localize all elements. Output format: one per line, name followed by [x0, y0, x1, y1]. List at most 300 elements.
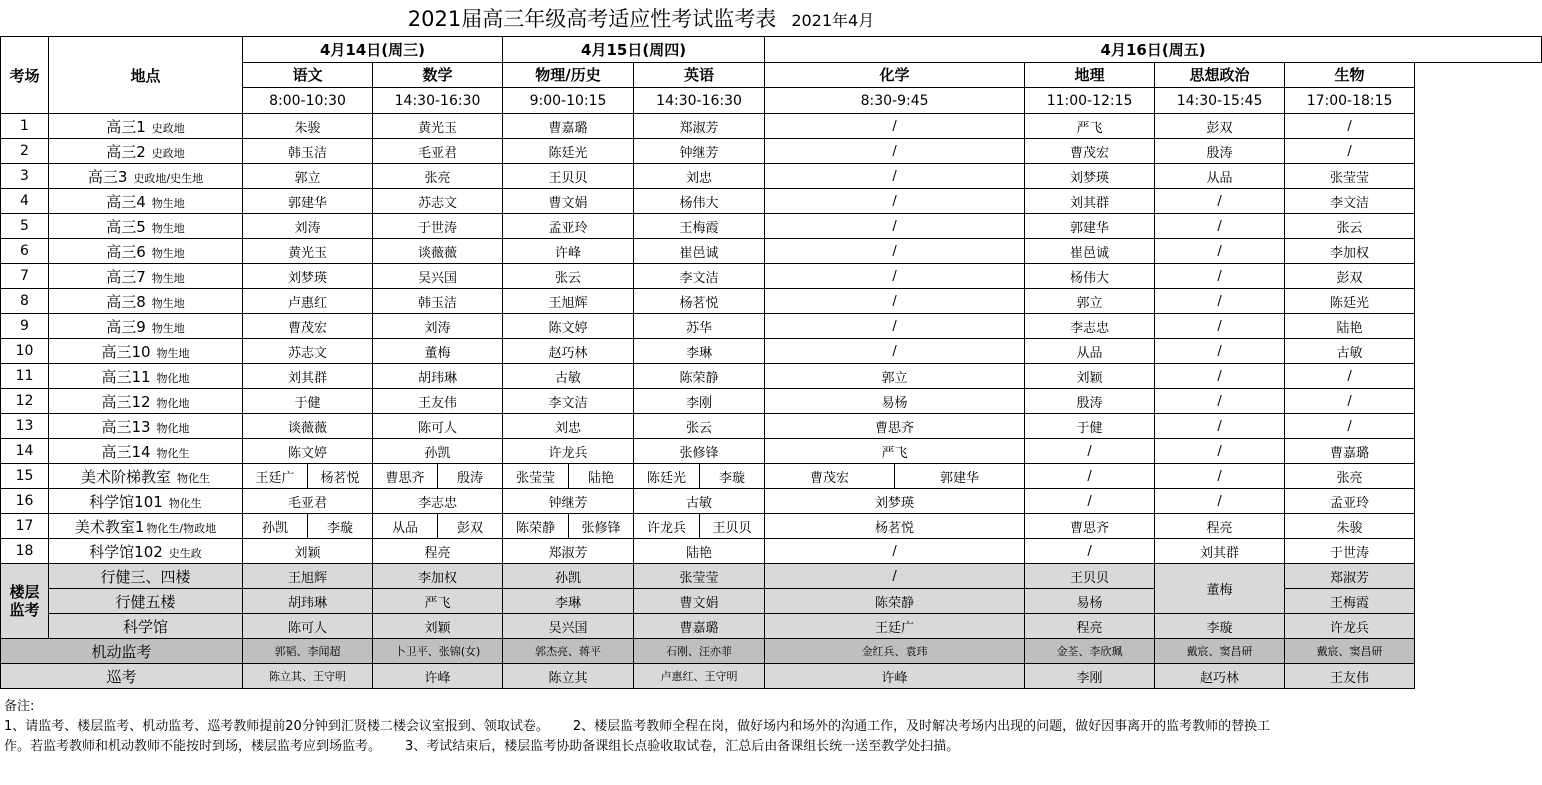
- proctor-cell: 王友伟: [373, 389, 503, 414]
- day-header-2: 4月15日(周四): [503, 37, 765, 63]
- proctor-cell: /: [1155, 439, 1285, 464]
- proctor-cell: 张云: [634, 414, 765, 439]
- proctor-cell: /: [765, 289, 1025, 314]
- room-location: [49, 539, 243, 564]
- time-header: 17:00-18:15: [1285, 88, 1415, 114]
- note-3: 3、考试结束后，楼层监考协助备课组长点验收取试卷，汇总后由备课组长统一送至教学处扫描。: [405, 739, 960, 754]
- location-tag: 物化生/物政地: [146, 521, 217, 535]
- room-location: [49, 389, 243, 414]
- subject-header: 化学: [765, 62, 1025, 88]
- proctor-cell: 刘其群: [1025, 189, 1155, 214]
- proctor-cell: 曹茂宏: [243, 314, 373, 339]
- room-number: 15: [1, 464, 49, 489]
- proctor-cell: 杨茗悦: [765, 514, 1025, 539]
- location-name: 高三3: [87, 167, 128, 186]
- day-header-1: 4月14日(周三): [243, 37, 503, 63]
- proctor-cell: 李琳: [634, 339, 765, 364]
- proctor-cell: 李璇: [1155, 614, 1285, 639]
- subject-header: 思想政治: [1155, 62, 1285, 88]
- patrol-row: [1, 664, 1542, 689]
- proctor-cell: 郭立: [243, 164, 373, 189]
- room-row: [1, 264, 1542, 289]
- proctor-cell: /: [1155, 364, 1285, 389]
- room-number: 13: [1, 414, 49, 439]
- proctor-cell: /: [1025, 439, 1155, 464]
- room-location: [49, 139, 243, 164]
- location-tag: 物化地: [156, 396, 190, 410]
- proctor-cell: 彭双: [438, 514, 503, 539]
- proctor-cell: /: [765, 564, 1025, 589]
- subject-header: 生物: [1285, 62, 1415, 88]
- room-location: [49, 239, 243, 264]
- proctor-cell: 戴宸、窦昌研: [1285, 639, 1415, 664]
- proctor-cell: 毛亚君: [373, 139, 503, 164]
- proctor-cell: 郭建华: [895, 464, 1025, 489]
- proctor-cell: 古敏: [1285, 339, 1415, 364]
- location-name: 美术阶梯教室: [80, 467, 171, 486]
- proctor-cell: 许峰: [503, 239, 634, 264]
- schedule-table: [0, 36, 1542, 689]
- mobile-label: 机动监考: [1, 639, 243, 664]
- room-row: [1, 364, 1542, 389]
- proctor-cell: 刘颖: [243, 539, 373, 564]
- proctor-cell: 李刚: [1025, 664, 1155, 689]
- room-number: 11: [1, 364, 49, 389]
- room-row-16: [1, 489, 1542, 514]
- subject-header: 数学: [373, 62, 503, 88]
- proctor-cell: 李文洁: [634, 264, 765, 289]
- proctor-cell: 陈文婷: [503, 314, 634, 339]
- proctor-cell: 曹文娟: [634, 589, 765, 614]
- proctor-cell: /: [765, 264, 1025, 289]
- proctor-cell: /: [765, 314, 1025, 339]
- room-row: [1, 139, 1542, 164]
- proctor-cell: /: [1155, 489, 1285, 514]
- location-name: 科学馆101: [89, 492, 163, 511]
- proctor-cell: 彭双: [1155, 114, 1285, 139]
- proctor-cell: 戴宸、窦昌研: [1155, 639, 1285, 664]
- time-header: 8:00-10:30: [243, 88, 373, 114]
- proctor-cell: 李璇: [308, 514, 373, 539]
- subject-header: 地理: [1025, 62, 1155, 88]
- proctor-cell: 李志忠: [373, 489, 503, 514]
- proctor-cell: 李琳: [503, 589, 634, 614]
- proctor-cell: 陈廷光: [503, 139, 634, 164]
- room-number: 5: [1, 214, 49, 239]
- room-row: [1, 314, 1542, 339]
- room-number: 16: [1, 489, 49, 514]
- proctor-cell: 古敏: [634, 489, 765, 514]
- proctor-cell: 陈廷光: [1285, 289, 1415, 314]
- proctor-cell: 崔邑诚: [1025, 239, 1155, 264]
- floor-row-2: [1, 589, 1542, 614]
- location-name: 高三9: [106, 317, 146, 336]
- proctor-cell: 殷涛: [1155, 139, 1285, 164]
- proctor-cell: 李文洁: [1285, 189, 1415, 214]
- proctor-cell: 张云: [503, 264, 634, 289]
- proctor-cell: 殷涛: [438, 464, 503, 489]
- proctor-cell: 刘忠: [503, 414, 634, 439]
- proctor-cell: /: [765, 539, 1025, 564]
- room-number: 18: [1, 539, 49, 564]
- proctor-cell: 王旭辉: [503, 289, 634, 314]
- proctor-cell: /: [1285, 389, 1415, 414]
- location-header: 地点: [49, 37, 243, 114]
- location-tag: 史政地: [151, 146, 185, 160]
- location-name: 高三5: [106, 217, 146, 236]
- location-name: 高三6: [106, 242, 146, 261]
- subject-header: 语文: [243, 62, 373, 88]
- proctor-cell: /: [1025, 489, 1155, 514]
- proctor-cell: 曹嘉璐: [1285, 439, 1415, 464]
- proctor-cell: /: [765, 139, 1025, 164]
- proctor-cell: 郭建华: [243, 189, 373, 214]
- proctor-cell: 殷涛: [1025, 389, 1155, 414]
- extra-rows: [1, 464, 1542, 689]
- location-tag: 物化地: [156, 371, 190, 385]
- proctor-cell: 王贝贝: [503, 164, 634, 189]
- time-header: 11:00-12:15: [1025, 88, 1155, 114]
- proctor-cell: /: [765, 339, 1025, 364]
- proctor-cell: 孙凯: [503, 564, 634, 589]
- proctor-cell: 杨伟大: [634, 189, 765, 214]
- proctor-cell: 刘梦瑛: [765, 489, 1025, 514]
- location-name: 高三8: [106, 292, 146, 311]
- location-name: 高三7: [106, 267, 146, 286]
- proctor-cell: 陆艳: [1285, 314, 1415, 339]
- proctor-cell: 刘梦瑛: [1025, 164, 1155, 189]
- room-location: [49, 314, 243, 339]
- proctor-cell: 陈立其、王守明: [243, 664, 373, 689]
- room-location: [49, 364, 243, 389]
- proctor-cell: /: [1025, 539, 1155, 564]
- room-row: [1, 239, 1542, 264]
- proctor-cell: /: [765, 114, 1025, 139]
- proctor-cell: 卢惠红: [243, 289, 373, 314]
- proctor-cell: 许龙兵: [1285, 614, 1415, 639]
- proctor-cell: 古敏: [503, 364, 634, 389]
- proctor-cell: 易杨: [765, 389, 1025, 414]
- proctor-cell: /: [1155, 214, 1285, 239]
- room-number: 6: [1, 239, 49, 264]
- time-header: 14:30-16:30: [634, 88, 765, 114]
- floor-label-text: 楼层监考: [9, 583, 40, 619]
- proctor-cell: 陈荣静: [634, 364, 765, 389]
- proctor-cell: 毛亚君: [243, 489, 373, 514]
- proctor-cell: 张莹莹: [1285, 164, 1415, 189]
- room-location: [49, 214, 243, 239]
- proctor-cell: 张莹莹: [634, 564, 765, 589]
- proctor-cell: 崔邑诚: [634, 239, 765, 264]
- proctor-cell: /: [1155, 314, 1285, 339]
- location-tag: 物化生: [168, 496, 202, 510]
- room-header: 考场: [1, 37, 49, 114]
- proctor-cell: 于健: [1025, 414, 1155, 439]
- location-name: 科学馆102: [89, 542, 163, 561]
- proctor-cell: 郭立: [765, 364, 1025, 389]
- notes: [4, 697, 1278, 757]
- location-tag: 物化生: [177, 471, 210, 485]
- room-location: [49, 289, 243, 314]
- proctor-cell: 张云: [1285, 214, 1415, 239]
- proctor-cell: 卢惠红、王守明: [634, 664, 765, 689]
- location-name: 高三11: [101, 367, 151, 386]
- floor-row-1: [1, 564, 1542, 589]
- proctor-cell: /: [1155, 464, 1285, 489]
- room-number: 9: [1, 314, 49, 339]
- proctor-cell: /: [1155, 264, 1285, 289]
- subject-header: 物理/历史: [503, 62, 634, 88]
- proctor-cell: 杨茗悦: [634, 289, 765, 314]
- proctor-cell: /: [765, 189, 1025, 214]
- room-location: [49, 439, 243, 464]
- proctor-cell: 张莹莹: [503, 464, 569, 489]
- proctor-cell: 程亮: [1155, 514, 1285, 539]
- proctor-cell: 韩玉洁: [243, 139, 373, 164]
- proctor-cell: 刘涛: [243, 214, 373, 239]
- room-row: [1, 439, 1542, 464]
- proctor-cell: 郭杰亮、蒋平: [503, 639, 634, 664]
- room-number: 7: [1, 264, 49, 289]
- proctor-cell: 张亮: [373, 164, 503, 189]
- proctor-cell: 彭双: [1285, 264, 1415, 289]
- proctor-cell: 吴兴国: [503, 614, 634, 639]
- proctor-cell: 张修锋: [569, 514, 634, 539]
- room-location: [49, 164, 243, 189]
- proctor-cell: 黄光玉: [373, 114, 503, 139]
- room-location: [49, 464, 243, 489]
- proctor-cell: /: [1285, 139, 1415, 164]
- patrol-label: 巡考: [1, 664, 243, 689]
- proctor-cell: 李志忠: [1025, 314, 1155, 339]
- proctor-cell: 孟亚玲: [503, 214, 634, 239]
- proctor-cell: 许峰: [373, 664, 503, 689]
- proctor-cell: 金荃、李欣珮: [1025, 639, 1155, 664]
- proctor-cell: 曹茂宏: [1025, 139, 1155, 164]
- proctor-cell: 孟亚玲: [1285, 489, 1415, 514]
- room-number: 2: [1, 139, 49, 164]
- title-date: 2021年4月: [791, 11, 875, 30]
- proctor-cell: 严飞: [1025, 114, 1155, 139]
- floor-name: 行健三、四楼: [49, 564, 243, 589]
- proctor-cell: 郑淑芳: [503, 539, 634, 564]
- proctor-cell: 曹思齐: [1025, 514, 1155, 539]
- proctor-cell: 郭建华: [1025, 214, 1155, 239]
- proctor-cell: 王廷广: [765, 614, 1025, 639]
- proctor-cell: 吴兴国: [373, 264, 503, 289]
- room-row: [1, 114, 1542, 139]
- proctor-cell: 郑淑芳: [634, 114, 765, 139]
- location-name: 高三1: [106, 117, 146, 136]
- room-location: [49, 339, 243, 364]
- room-location: [49, 189, 243, 214]
- location-tag: 史生政: [168, 546, 202, 560]
- proctor-cell: 孙凯: [243, 514, 308, 539]
- proctor-cell: 苏志文: [373, 189, 503, 214]
- proctor-cell: 钟继芳: [634, 139, 765, 164]
- room-row-15: [1, 464, 1542, 489]
- time-header: 9:00-10:15: [503, 88, 634, 114]
- proctor-cell: /: [1155, 189, 1285, 214]
- location-name: 高三13: [101, 417, 151, 436]
- proctor-cell: 于世涛: [373, 214, 503, 239]
- proctor-cell: 卜卫平、张锦(女): [373, 639, 503, 664]
- proctor-cell: 刘颖: [373, 614, 503, 639]
- proctor-cell: /: [1285, 414, 1415, 439]
- room-number: 17: [1, 514, 49, 539]
- mobile-row: [1, 639, 1542, 664]
- location-tag: 物化生: [156, 446, 190, 460]
- room-row-18: [1, 539, 1542, 564]
- proctor-cell: 石刚、汪亦菲: [634, 639, 765, 664]
- floor-name: 科学馆: [49, 614, 243, 639]
- proctor-cell: 董梅: [373, 339, 503, 364]
- proctor-cell: 李加权: [373, 564, 503, 589]
- note-2: 2、楼层监考教师全程在岗，做好场内和场外的沟通工作，及时解决考场内出现的问题，做好因事离开的监考教师的替换工作。若监考教师和机动教师不能按时到场，楼层监考应到场监考。: [4, 719, 1271, 754]
- time-header: 8:30-9:45: [765, 88, 1025, 114]
- proctor-cell: 陈廷光: [634, 464, 700, 489]
- proctor-cell: /: [1285, 364, 1415, 389]
- proctor-cell: 陆艳: [634, 539, 765, 564]
- time-header: 14:30-15:45: [1155, 88, 1285, 114]
- room-location: [49, 114, 243, 139]
- proctor-cell: 严飞: [373, 589, 503, 614]
- proctor-cell: /: [1285, 114, 1415, 139]
- proctor-cell: 曹茂宏: [765, 464, 895, 489]
- location-tag: 物生地: [151, 221, 185, 235]
- room-location: [49, 264, 243, 289]
- notes-body: [4, 717, 1278, 757]
- location-name: 高三12: [101, 392, 151, 411]
- proctor-cell: 杨伟大: [1025, 264, 1155, 289]
- location-tag: 物生地: [151, 296, 185, 310]
- proctor-cell: 曹思齐: [765, 414, 1025, 439]
- room-number: 4: [1, 189, 49, 214]
- proctor-cell: 陈可人: [243, 614, 373, 639]
- notes-heading: 备注:: [4, 699, 35, 714]
- page-title: [0, 0, 1282, 36]
- room-row: [1, 339, 1542, 364]
- proctor-cell: 曹思齐: [373, 464, 438, 489]
- proctor-cell: 陆艳: [569, 464, 634, 489]
- floor-label: [1, 564, 49, 639]
- room-row: [1, 389, 1542, 414]
- location-tag: 物生地: [151, 321, 185, 335]
- note-1: 1、请监考、楼层监考、机动监考、巡考教师提前20分钟到汇贤楼二楼会议室报到、领取试卷。: [4, 719, 549, 734]
- proctor-cell: /: [765, 214, 1025, 239]
- location-tag: 史政地/史生地: [133, 171, 204, 185]
- proctor-cell: /: [765, 164, 1025, 189]
- proctor-cell: 金红兵、袁玮: [765, 639, 1025, 664]
- proctor-cell: 曹文娟: [503, 189, 634, 214]
- proctor-cell: 王友伟: [1285, 664, 1415, 689]
- proctor-cell: 刘梦瑛: [243, 264, 373, 289]
- room-number: 8: [1, 289, 49, 314]
- proctor-cell: 从品: [1025, 339, 1155, 364]
- proctor-cell: 刘其群: [1155, 539, 1285, 564]
- proctor-cell: 朱骏: [1285, 514, 1415, 539]
- proctor-cell: 李璇: [700, 464, 765, 489]
- proctor-cell: 苏华: [634, 314, 765, 339]
- location-name: 美术教室1: [74, 517, 145, 536]
- proctor-cell: 王梅霞: [634, 214, 765, 239]
- location-name: 高三2: [106, 142, 146, 161]
- floor-name: 行健五楼: [49, 589, 243, 614]
- room-location: [49, 414, 243, 439]
- proctor-cell: 孙凯: [373, 439, 503, 464]
- proctor-cell: 刘颖: [1025, 364, 1155, 389]
- proctor-cell: 谈薇薇: [243, 414, 373, 439]
- proctor-cell: 从品: [1155, 164, 1285, 189]
- proctor-cell: 曹嘉璐: [503, 114, 634, 139]
- day-header-row: [1, 37, 1542, 63]
- proctor-cell: 胡玮琳: [243, 589, 373, 614]
- room-number: 12: [1, 389, 49, 414]
- location-tag: 物化地: [156, 421, 190, 435]
- proctor-cell: 谈薇薇: [373, 239, 503, 264]
- proctor-cell: 于世涛: [1285, 539, 1415, 564]
- room-row: [1, 189, 1542, 214]
- proctor-cell: 郭立: [1025, 289, 1155, 314]
- proctor-cell: 程亮: [373, 539, 503, 564]
- proctor-cell: 陈荣静: [765, 589, 1025, 614]
- proctor-cell: 易杨: [1025, 589, 1155, 614]
- room-number: 14: [1, 439, 49, 464]
- subject-header: 英语: [634, 62, 765, 88]
- proctor-cell: /: [1025, 464, 1155, 489]
- proctor-cell: 韩玉洁: [373, 289, 503, 314]
- location-tag: 物生地: [151, 271, 185, 285]
- proctor-cell: 于健: [243, 389, 373, 414]
- room-rows: [1, 114, 1542, 464]
- proctor-cell: 许龙兵: [634, 514, 700, 539]
- location-name: 高三14: [101, 442, 151, 461]
- proctor-cell: 程亮: [1025, 614, 1155, 639]
- proctor-cell: 曹嘉璐: [634, 614, 765, 639]
- proctor-cell: 许龙兵: [503, 439, 634, 464]
- proctor-cell: /: [1155, 339, 1285, 364]
- proctor-cell: 李加权: [1285, 239, 1415, 264]
- proctor-cell: 张亮: [1285, 464, 1415, 489]
- proctor-cell: 陈立其: [503, 664, 634, 689]
- proctor-cell: 王廷广: [243, 464, 308, 489]
- location-tag: 物生地: [151, 246, 185, 260]
- location-name: 高三10: [101, 342, 151, 361]
- proctor-cell: /: [1155, 389, 1285, 414]
- location-tag: 物生地: [156, 346, 190, 360]
- proctor-cell: 王梅霞: [1285, 589, 1415, 614]
- proctor-cell: 许峰: [765, 664, 1025, 689]
- room-location: [49, 514, 243, 539]
- proctor-cell: 陈文婷: [243, 439, 373, 464]
- proctor-cell: 苏志文: [243, 339, 373, 364]
- proctor-cell: /: [1155, 239, 1285, 264]
- proctor-cell: 郭韬、李闻超: [243, 639, 373, 664]
- proctor-cell: 赵巧林: [503, 339, 634, 364]
- proctor-cell: 赵巧林: [1155, 664, 1285, 689]
- proctor-cell: 黄光玉: [243, 239, 373, 264]
- proctor-cell: /: [1155, 289, 1285, 314]
- proctor-cell: 钟继芳: [503, 489, 634, 514]
- room-row: [1, 164, 1542, 189]
- proctor-cell: 王旭辉: [243, 564, 373, 589]
- proctor-cell: 刘其群: [243, 364, 373, 389]
- proctor-cell: /: [765, 239, 1025, 264]
- floor-row-3: [1, 614, 1542, 639]
- proctor-cell: 胡玮琳: [373, 364, 503, 389]
- room-number: 10: [1, 339, 49, 364]
- proctor-cell: 严飞: [765, 439, 1025, 464]
